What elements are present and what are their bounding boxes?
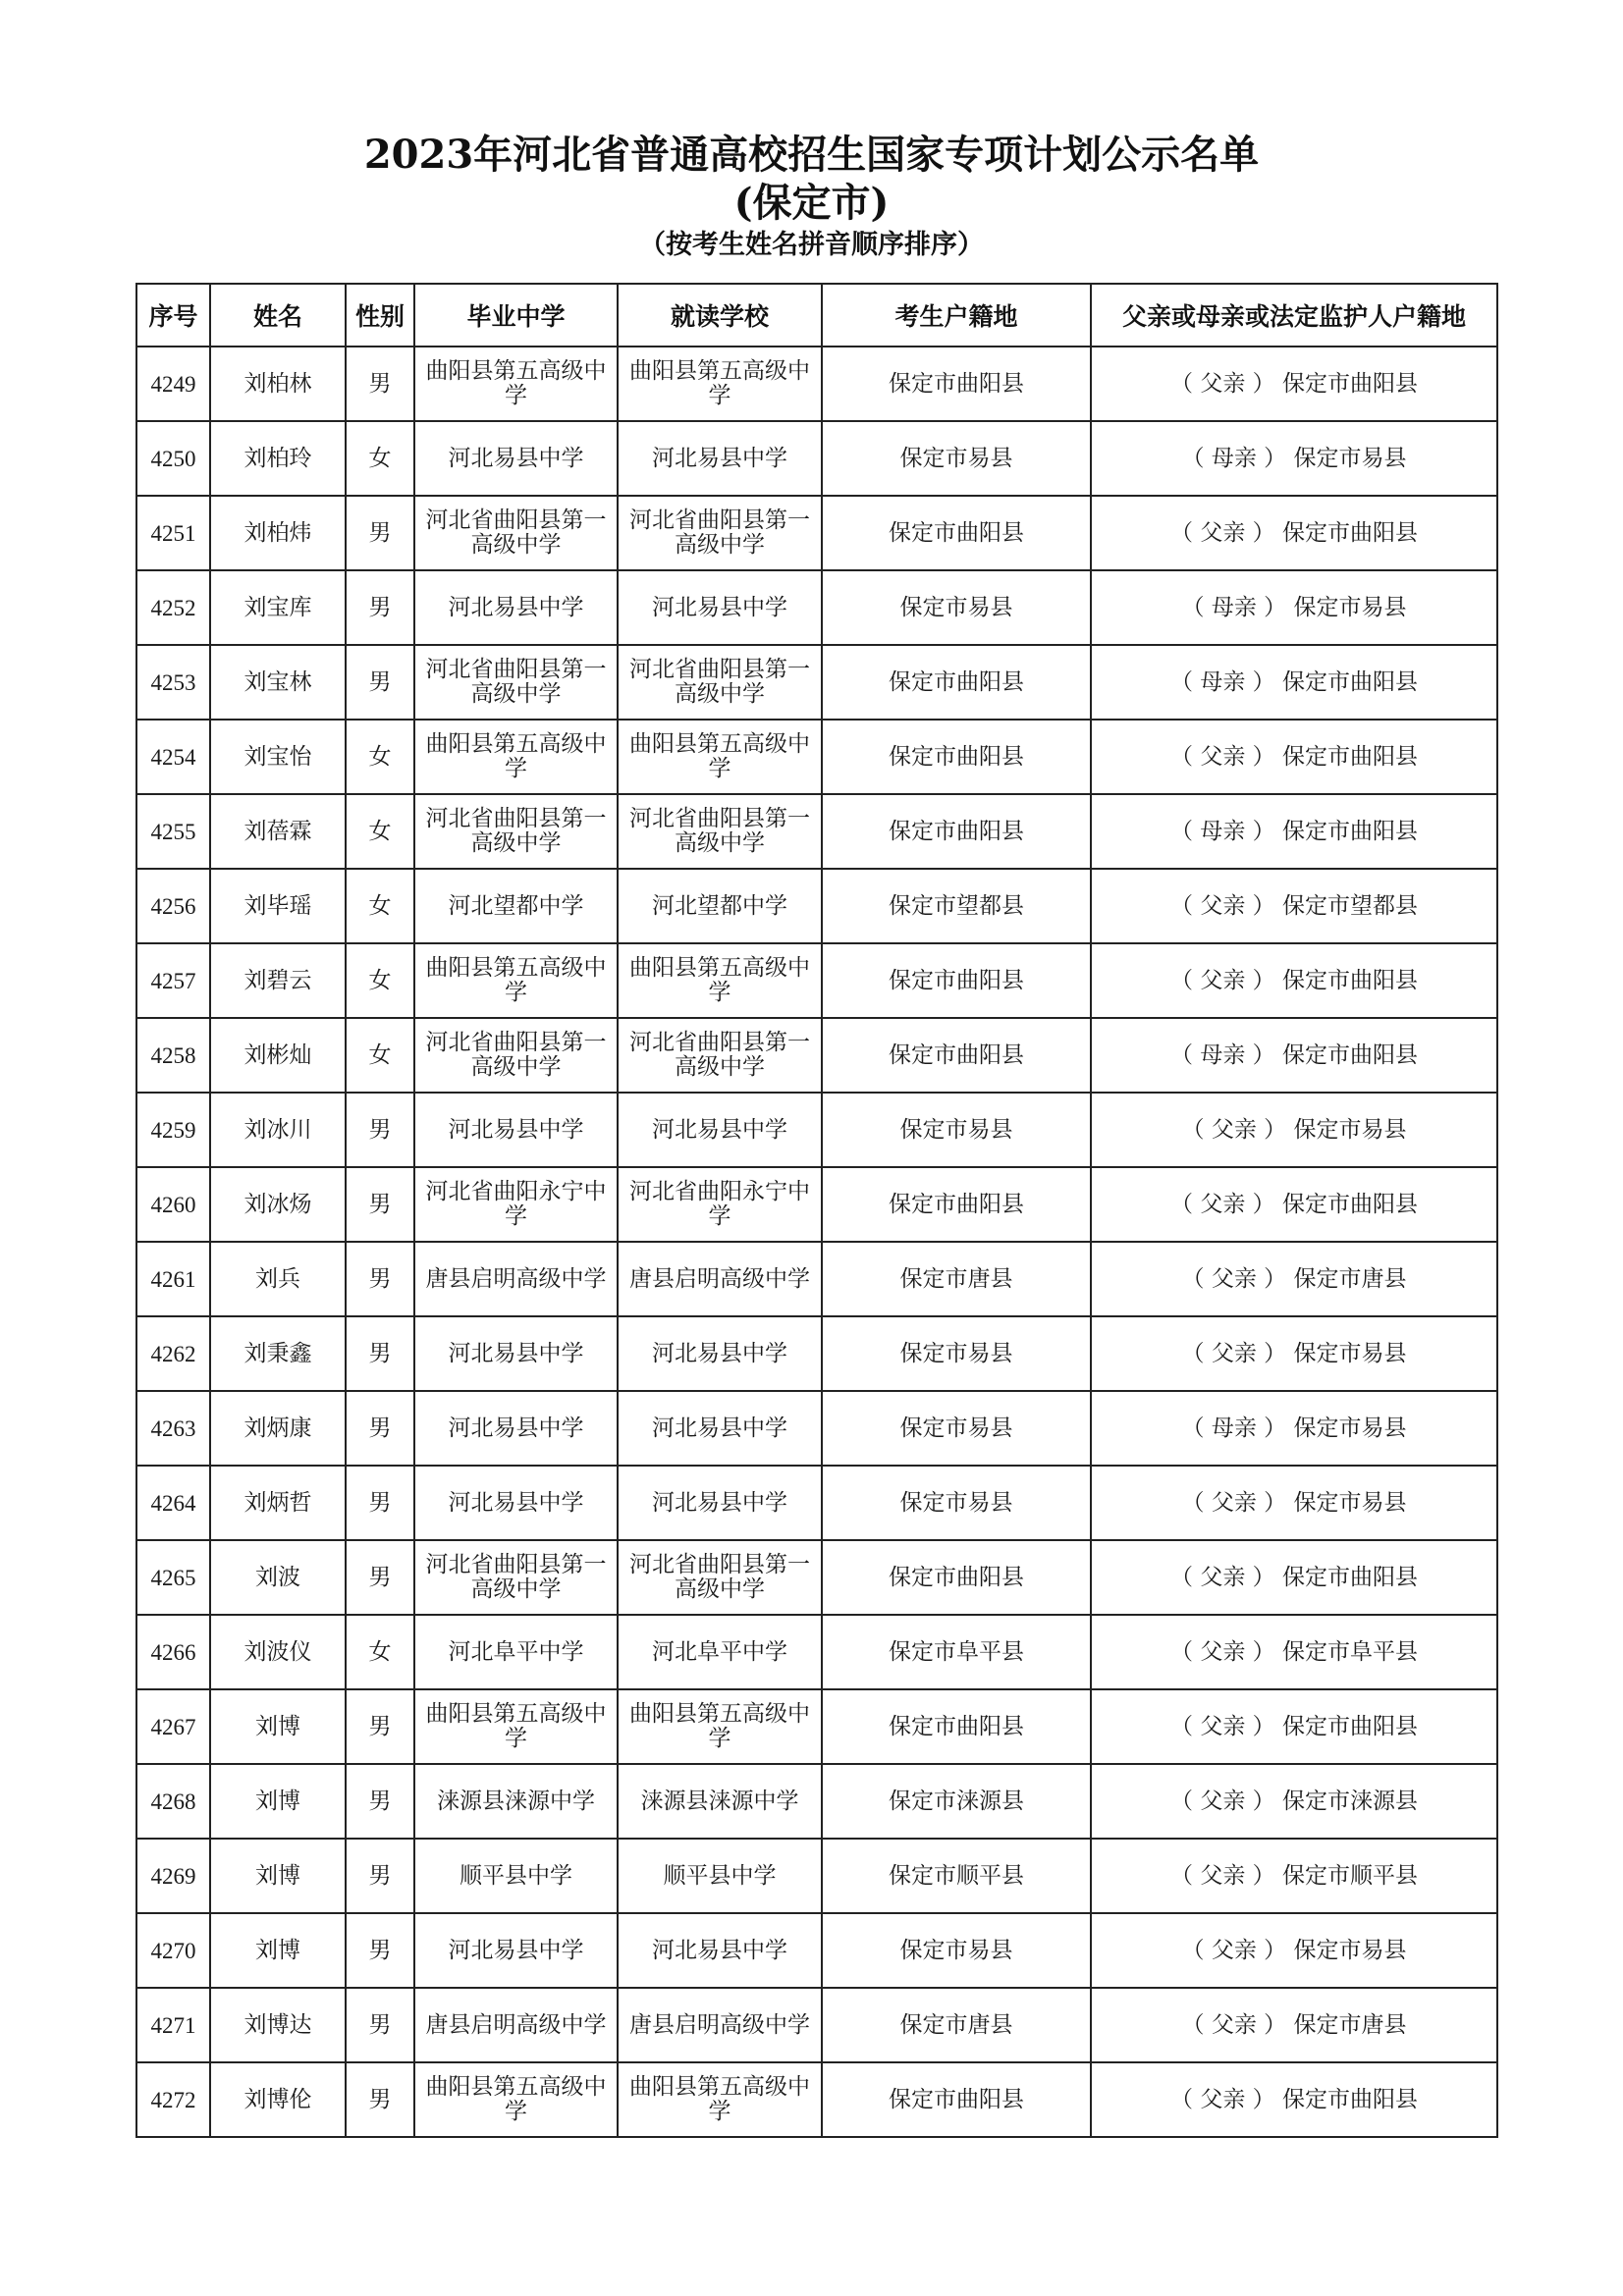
table-row (136, 1615, 1497, 1689)
cell-gender: 男 (346, 347, 414, 421)
table-body (136, 347, 1497, 2137)
cell-gender: 男 (346, 496, 414, 570)
cell-guardian-household: （ 父亲 ） 保定市涞源县 (1091, 1764, 1497, 1839)
cell-gender: 男 (346, 1764, 414, 1839)
cell-seq: 4260 (136, 1167, 210, 1242)
cell-guardian-household: （ 父亲 ） 保定市望都县 (1091, 869, 1497, 943)
header-attend-school: 就读学校 (618, 284, 822, 347)
cell-gender: 男 (346, 1167, 414, 1242)
cell-household: 保定市曲阳县 (822, 794, 1091, 869)
cell-attend-school: 河北易县中学 (618, 1391, 822, 1466)
cell-gender: 女 (346, 943, 414, 1018)
cell-gender: 男 (346, 1466, 414, 1540)
table-row (136, 645, 1497, 720)
cell-name: 刘宝林 (210, 645, 346, 720)
cell-name: 刘冰炀 (210, 1167, 346, 1242)
cell-gender: 男 (346, 2062, 414, 2137)
header-gender: 性别 (346, 284, 414, 347)
cell-guardian-household: （ 母亲 ） 保定市曲阳县 (1091, 645, 1497, 720)
cell-name: 刘柏玲 (210, 421, 346, 496)
header-seq: 序号 (136, 284, 210, 347)
cell-guardian-household: （ 父亲 ） 保定市唐县 (1091, 1242, 1497, 1316)
cell-attend-school: 河北易县中学 (618, 570, 822, 645)
cell-attend-school: 河北望都中学 (618, 869, 822, 943)
cell-gender: 男 (346, 1913, 414, 1988)
cell-household: 保定市曲阳县 (822, 1540, 1091, 1615)
cell-guardian-household: （ 父亲 ） 保定市曲阳县 (1091, 2062, 1497, 2137)
cell-household: 保定市曲阳县 (822, 347, 1091, 421)
cell-grad-school: 曲阳县第五高级中学 (414, 943, 618, 1018)
cell-attend-school: 河北省曲阳县第一高级中学 (618, 1540, 822, 1615)
cell-seq: 4271 (136, 1988, 210, 2062)
cell-guardian-household: （ 父亲 ） 保定市曲阳县 (1091, 496, 1497, 570)
table-row (136, 347, 1497, 421)
cell-seq: 4258 (136, 1018, 210, 1093)
cell-name: 刘博 (210, 1764, 346, 1839)
cell-attend-school: 唐县启明高级中学 (618, 1988, 822, 2062)
cell-name: 刘博 (210, 1689, 346, 1764)
cell-household: 保定市易县 (822, 1913, 1091, 1988)
table-row (136, 1391, 1497, 1466)
cell-guardian-household: （ 父亲 ） 保定市曲阳县 (1091, 943, 1497, 1018)
cell-gender: 男 (346, 1093, 414, 1167)
cell-grad-school: 河北省曲阳县第一高级中学 (414, 794, 618, 869)
cell-attend-school: 涞源县涞源中学 (618, 1764, 822, 1839)
cell-household: 保定市易县 (822, 1466, 1091, 1540)
cell-name: 刘博 (210, 1839, 346, 1913)
cell-name: 刘毕瑶 (210, 869, 346, 943)
cell-gender: 男 (346, 1316, 414, 1391)
cell-grad-school: 唐县启明高级中学 (414, 1242, 618, 1316)
cell-attend-school: 曲阳县第五高级中学 (618, 2062, 822, 2137)
cell-grad-school: 河北易县中学 (414, 1316, 618, 1391)
sort-note: （按考生姓名拼音顺序排序） (639, 230, 984, 260)
cell-seq: 4253 (136, 645, 210, 720)
cell-guardian-household: （ 母亲 ） 保定市曲阳县 (1091, 1018, 1497, 1093)
cell-grad-school: 河北易县中学 (414, 1093, 618, 1167)
table-row (136, 421, 1497, 496)
cell-name: 刘兵 (210, 1242, 346, 1316)
cell-name: 刘碧云 (210, 943, 346, 1018)
cell-gender: 女 (346, 794, 414, 869)
cell-grad-school: 河北易县中学 (414, 1391, 618, 1466)
cell-guardian-household: （ 父亲 ） 保定市顺平县 (1091, 1839, 1497, 1913)
cell-name: 刘宝库 (210, 570, 346, 645)
table-header-row (136, 284, 1497, 347)
table-row (136, 1018, 1497, 1093)
cell-grad-school: 曲阳县第五高级中学 (414, 347, 618, 421)
table-row (136, 1540, 1497, 1615)
cell-name: 刘蓓霖 (210, 794, 346, 869)
page-subtitle: (保定市) (733, 180, 890, 226)
page-title: 2023年河北省普通高校招生国家专项计划公示名单 (363, 132, 1260, 178)
cell-seq: 4257 (136, 943, 210, 1018)
header-household: 考生户籍地 (822, 284, 1091, 347)
cell-guardian-household: （ 父亲 ） 保定市曲阳县 (1091, 1689, 1497, 1764)
cell-attend-school: 河北省曲阳县第一高级中学 (618, 496, 822, 570)
cell-attend-school: 河北省曲阳永宁中学 (618, 1167, 822, 1242)
cell-attend-school: 河北易县中学 (618, 421, 822, 496)
header-name: 姓名 (210, 284, 346, 347)
cell-household: 保定市望都县 (822, 869, 1091, 943)
table-row (136, 1316, 1497, 1391)
table-row (136, 496, 1497, 570)
cell-guardian-household: （ 母亲 ） 保定市易县 (1091, 421, 1497, 496)
cell-attend-school: 河北易县中学 (618, 1466, 822, 1540)
cell-grad-school: 河北易县中学 (414, 570, 618, 645)
cell-gender: 男 (346, 1839, 414, 1913)
table-row (136, 570, 1497, 645)
cell-household: 保定市涞源县 (822, 1764, 1091, 1839)
header-guardian-household: 父亲或母亲或法定监护人户籍地 (1091, 284, 1497, 347)
cell-grad-school: 河北易县中学 (414, 1466, 618, 1540)
cell-household: 保定市易县 (822, 1316, 1091, 1391)
cell-grad-school: 唐县启明高级中学 (414, 1988, 618, 2062)
cell-seq: 4268 (136, 1764, 210, 1839)
cell-attend-school: 河北易县中学 (618, 1316, 822, 1391)
table-row (136, 1913, 1497, 1988)
cell-household: 保定市曲阳县 (822, 645, 1091, 720)
cell-grad-school: 河北阜平中学 (414, 1615, 618, 1689)
table-row (136, 869, 1497, 943)
cell-attend-school: 河北易县中学 (618, 1093, 822, 1167)
cell-guardian-household: （ 父亲 ） 保定市易县 (1091, 1093, 1497, 1167)
cell-attend-school: 河北阜平中学 (618, 1615, 822, 1689)
cell-grad-school: 涞源县涞源中学 (414, 1764, 618, 1839)
cell-attend-school: 曲阳县第五高级中学 (618, 943, 822, 1018)
header-grad-school: 毕业中学 (414, 284, 618, 347)
cell-attend-school: 河北易县中学 (618, 1913, 822, 1988)
cell-attend-school: 唐县启明高级中学 (618, 1242, 822, 1316)
cell-guardian-household: （ 父亲 ） 保定市阜平县 (1091, 1615, 1497, 1689)
cell-guardian-household: （ 父亲 ） 保定市唐县 (1091, 1988, 1497, 2062)
cell-grad-school: 河北望都中学 (414, 869, 618, 943)
cell-guardian-household: （ 父亲 ） 保定市易县 (1091, 1466, 1497, 1540)
cell-grad-school: 河北省曲阳县第一高级中学 (414, 645, 618, 720)
table-row (136, 720, 1497, 794)
cell-name: 刘冰川 (210, 1093, 346, 1167)
cell-household: 保定市阜平县 (822, 1615, 1091, 1689)
cell-name: 刘秉鑫 (210, 1316, 346, 1391)
cell-gender: 男 (346, 1242, 414, 1316)
cell-attend-school: 顺平县中学 (618, 1839, 822, 1913)
cell-household: 保定市顺平县 (822, 1839, 1091, 1913)
cell-guardian-household: （ 父亲 ） 保定市曲阳县 (1091, 720, 1497, 794)
table-row (136, 1839, 1497, 1913)
table-row (136, 1093, 1497, 1167)
table-row (136, 943, 1497, 1018)
cell-seq: 4250 (136, 421, 210, 496)
cell-gender: 男 (346, 570, 414, 645)
cell-name: 刘柏林 (210, 347, 346, 421)
cell-gender: 女 (346, 421, 414, 496)
cell-name: 刘波 (210, 1540, 346, 1615)
table-row (136, 1466, 1497, 1540)
table-row (136, 1242, 1497, 1316)
cell-household: 保定市易县 (822, 421, 1091, 496)
cell-guardian-household: （ 父亲 ） 保定市易县 (1091, 1316, 1497, 1391)
cell-gender: 男 (346, 645, 414, 720)
cell-seq: 4256 (136, 869, 210, 943)
cell-name: 刘博伦 (210, 2062, 346, 2137)
cell-guardian-household: （ 父亲 ） 保定市曲阳县 (1091, 347, 1497, 421)
cell-guardian-household: （ 母亲 ） 保定市易县 (1091, 1391, 1497, 1466)
cell-household: 保定市曲阳县 (822, 2062, 1091, 2137)
cell-grad-school: 河北易县中学 (414, 421, 618, 496)
cell-seq: 4249 (136, 347, 210, 421)
cell-grad-school: 河北易县中学 (414, 1913, 618, 1988)
cell-gender: 男 (346, 1689, 414, 1764)
table-row (136, 1167, 1497, 1242)
cell-name: 刘炳康 (210, 1391, 346, 1466)
cell-seq: 4266 (136, 1615, 210, 1689)
cell-attend-school: 河北省曲阳县第一高级中学 (618, 645, 822, 720)
cell-gender: 男 (346, 1540, 414, 1615)
cell-seq: 4267 (136, 1689, 210, 1764)
cell-gender: 男 (346, 1391, 414, 1466)
cell-seq: 4269 (136, 1839, 210, 1913)
cell-grad-school: 河北省曲阳县第一高级中学 (414, 1018, 618, 1093)
table-row (136, 1764, 1497, 1839)
cell-grad-school: 顺平县中学 (414, 1839, 618, 1913)
cell-name: 刘博达 (210, 1988, 346, 2062)
cell-seq: 4255 (136, 794, 210, 869)
cell-grad-school: 河北省曲阳县第一高级中学 (414, 496, 618, 570)
cell-gender: 女 (346, 869, 414, 943)
cell-name: 刘波仪 (210, 1615, 346, 1689)
cell-name: 刘宝怡 (210, 720, 346, 794)
cell-seq: 4251 (136, 496, 210, 570)
cell-guardian-household: （ 父亲 ） 保定市曲阳县 (1091, 1540, 1497, 1615)
cell-guardian-household: （ 母亲 ） 保定市曲阳县 (1091, 794, 1497, 869)
cell-attend-school: 河北省曲阳县第一高级中学 (618, 794, 822, 869)
roster-table (135, 283, 1498, 2138)
cell-seq: 4259 (136, 1093, 210, 1167)
cell-grad-school: 河北省曲阳永宁中学 (414, 1167, 618, 1242)
cell-seq: 4270 (136, 1913, 210, 1988)
cell-household: 保定市曲阳县 (822, 496, 1091, 570)
cell-name: 刘博 (210, 1913, 346, 1988)
cell-seq: 4263 (136, 1391, 210, 1466)
cell-household: 保定市唐县 (822, 1242, 1091, 1316)
cell-seq: 4254 (136, 720, 210, 794)
cell-gender: 女 (346, 1615, 414, 1689)
cell-attend-school: 曲阳县第五高级中学 (618, 720, 822, 794)
cell-household: 保定市曲阳县 (822, 1018, 1091, 1093)
cell-household: 保定市曲阳县 (822, 1167, 1091, 1242)
cell-seq: 4261 (136, 1242, 210, 1316)
cell-guardian-household: （ 父亲 ） 保定市曲阳县 (1091, 1167, 1497, 1242)
cell-seq: 4252 (136, 570, 210, 645)
cell-seq: 4265 (136, 1540, 210, 1615)
cell-grad-school: 河北省曲阳县第一高级中学 (414, 1540, 618, 1615)
cell-grad-school: 曲阳县第五高级中学 (414, 1689, 618, 1764)
table-row (136, 1988, 1497, 2062)
cell-gender: 男 (346, 1988, 414, 2062)
cell-household: 保定市易县 (822, 1391, 1091, 1466)
table-row (136, 794, 1497, 869)
cell-guardian-household: （ 父亲 ） 保定市易县 (1091, 1913, 1497, 1988)
cell-name: 刘彬灿 (210, 1018, 346, 1093)
cell-seq: 4264 (136, 1466, 210, 1540)
cell-household: 保定市易县 (822, 570, 1091, 645)
cell-household: 保定市唐县 (822, 1988, 1091, 2062)
cell-grad-school: 曲阳县第五高级中学 (414, 720, 618, 794)
cell-household: 保定市曲阳县 (822, 1689, 1091, 1764)
cell-household: 保定市曲阳县 (822, 943, 1091, 1018)
cell-household: 保定市易县 (822, 1093, 1091, 1167)
table-row (136, 2062, 1497, 2137)
cell-seq: 4262 (136, 1316, 210, 1391)
cell-name: 刘炳哲 (210, 1466, 346, 1540)
cell-seq: 4272 (136, 2062, 210, 2137)
cell-name: 刘柏炜 (210, 496, 346, 570)
cell-gender: 女 (346, 1018, 414, 1093)
cell-household: 保定市曲阳县 (822, 720, 1091, 794)
cell-attend-school: 曲阳县第五高级中学 (618, 1689, 822, 1764)
cell-grad-school: 曲阳县第五高级中学 (414, 2062, 618, 2137)
cell-attend-school: 曲阳县第五高级中学 (618, 347, 822, 421)
table-row (136, 1689, 1497, 1764)
cell-attend-school: 河北省曲阳县第一高级中学 (618, 1018, 822, 1093)
cell-guardian-household: （ 母亲 ） 保定市易县 (1091, 570, 1497, 645)
cell-gender: 女 (346, 720, 414, 794)
